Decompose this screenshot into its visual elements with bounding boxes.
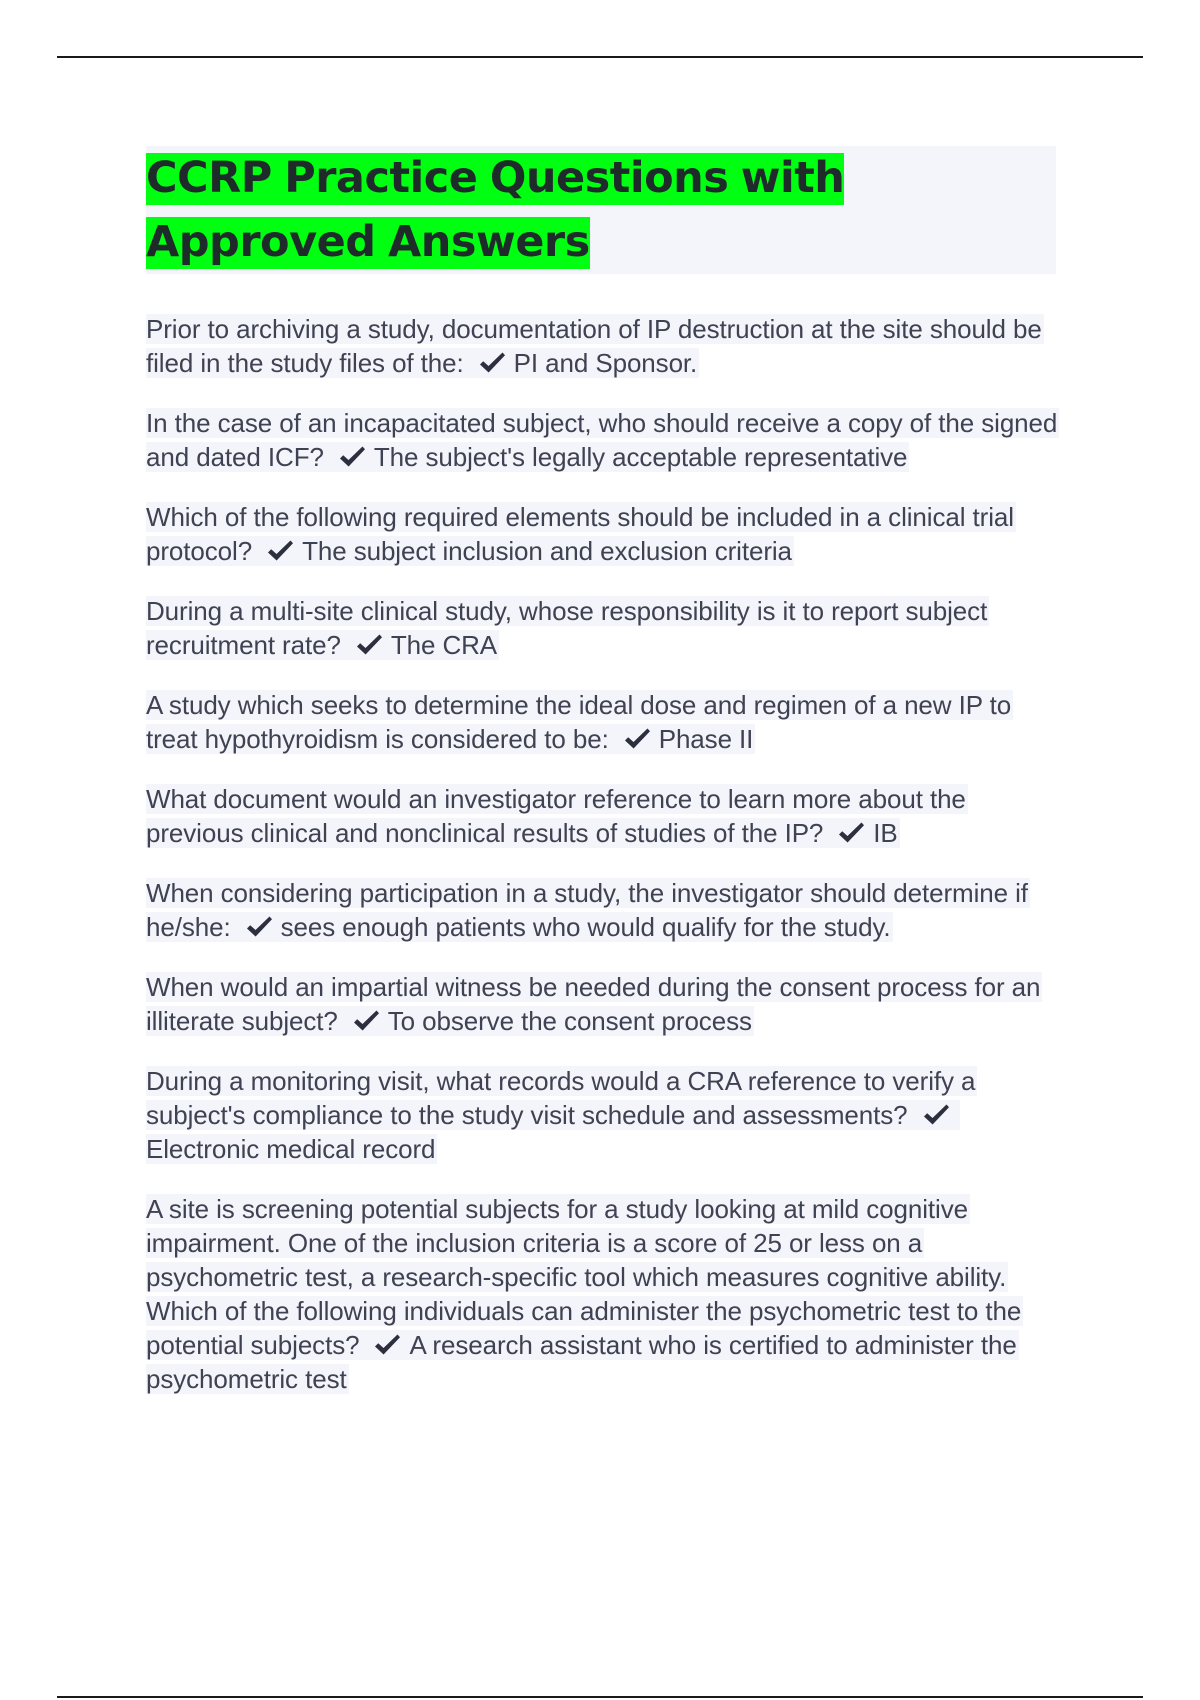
answer-text: The CRA xyxy=(390,630,498,660)
qa-highlight xyxy=(146,314,1044,378)
question-text: Which of the following required elements should be included in a clinical trial protocol? xyxy=(146,502,1014,566)
question-text: In the case of an incapacitated subject, who should receive a copy of the signed and dated ICF? xyxy=(146,408,1058,472)
check-mark-icon xyxy=(355,633,383,657)
check-mark-icon xyxy=(623,727,651,751)
qa-item xyxy=(146,500,1058,568)
qa-item xyxy=(146,970,1058,1038)
question-text: Prior to archiving a study, documentation of IP destruction at the site should be filed in the study files of the: xyxy=(146,314,1042,378)
answer-text: To observe the consent process xyxy=(387,1006,752,1036)
qa-highlight xyxy=(146,878,1030,942)
qa-highlight xyxy=(146,502,1016,566)
page-title-text: CCRP Practice Questions with Approved Answers xyxy=(146,153,845,267)
check-mark-icon xyxy=(478,351,506,375)
answer-text: sees enough patients who would qualify for the study. xyxy=(280,912,891,942)
question-text: When considering participation in a study, the investigator should determine if he/she: xyxy=(146,878,1028,942)
page-title xyxy=(146,146,1056,274)
qa-list xyxy=(146,312,1058,1396)
question-text: A study which seeks to determine the ideal dose and regimen of a new IP to treat hypothyroidism is considered to be: xyxy=(146,690,1012,754)
qa-highlight xyxy=(146,596,989,660)
qa-item xyxy=(146,406,1058,474)
check-mark-icon xyxy=(837,821,865,845)
answer-text: The subject's legally acceptable representative xyxy=(373,442,908,472)
qa-highlight xyxy=(146,1066,977,1164)
answer-text: Phase II xyxy=(658,724,754,754)
qa-highlight xyxy=(146,784,968,848)
check-mark-icon xyxy=(373,1333,401,1357)
question-text: During a monitoring visit, what records would a CRA reference to verify a subject's compliance to the study visit schedule and assessments? xyxy=(146,1066,976,1130)
answer-text: IB xyxy=(873,818,898,848)
qa-item xyxy=(146,688,1058,756)
check-mark-icon xyxy=(338,445,366,469)
top-divider xyxy=(57,56,1143,58)
title-block xyxy=(146,146,1056,274)
qa-highlight xyxy=(146,408,1059,472)
qa-highlight xyxy=(146,972,1042,1036)
qa-highlight xyxy=(146,690,1013,754)
question-text: What document would an investigator reference to learn more about the previous clinical and nonclinical results of studies of the IP? xyxy=(146,784,966,848)
answer-text: Electronic medical record xyxy=(146,1134,436,1164)
answer-text: PI and Sponsor. xyxy=(513,348,698,378)
question-text: A site is screening potential subjects for a study looking at mild cognitive impairment. One of the inclusion criteria is a score of 25 or less on a psychometric test, a research-specific tool which measures cognitive ability. Which of the following individuals can administer the psychometric test to the potential subjects? xyxy=(146,1194,1022,1360)
qa-item xyxy=(146,876,1058,944)
question-text: When would an impartial witness be needed during the consent process for an illiterate subject? xyxy=(146,972,1041,1036)
check-mark-icon xyxy=(266,539,294,563)
question-text: During a multi-site clinical study, whose responsibility is it to report subject recruitment rate? xyxy=(146,596,988,660)
bottom-divider xyxy=(57,1696,1143,1698)
answer-text: The subject inclusion and exclusion criteria xyxy=(302,536,792,566)
check-mark-icon xyxy=(922,1103,950,1127)
answer-text: A research assistant who is certified to administer the psychometric test xyxy=(146,1330,1017,1394)
qa-highlight xyxy=(146,1194,1023,1394)
qa-item xyxy=(146,1192,1058,1396)
check-mark-icon xyxy=(352,1009,380,1033)
qa-item xyxy=(146,312,1058,380)
check-mark-icon xyxy=(245,915,273,939)
qa-item xyxy=(146,782,1058,850)
qa-item xyxy=(146,594,1058,662)
qa-item xyxy=(146,1064,1058,1166)
document-body xyxy=(146,146,1058,1422)
